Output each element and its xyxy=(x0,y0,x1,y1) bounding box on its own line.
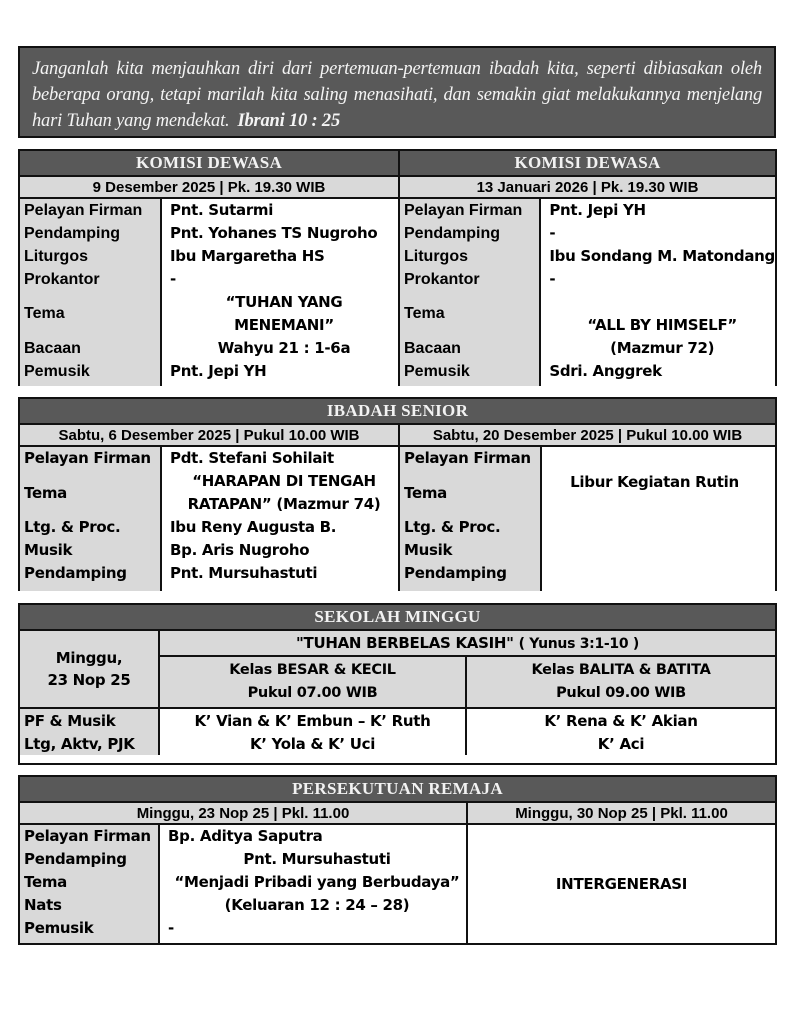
persekutuan-remaja-section xyxy=(18,775,777,945)
label: Pemusik xyxy=(24,363,90,380)
label: Pemusik xyxy=(404,363,470,380)
label: Musik xyxy=(24,541,73,559)
label: Tema xyxy=(24,484,67,502)
sm-theme-title: "TUHAN BERBELAS KASIH" xyxy=(296,634,514,652)
value-ltg-aktv-pjk: K’ Aci xyxy=(597,735,645,753)
class-name: Kelas BALITA & BATITA xyxy=(531,662,711,678)
komisi-dewasa-right xyxy=(398,151,775,386)
value-liturgos: Ibu Sondang M. Matondang xyxy=(549,247,775,265)
remaja-right xyxy=(466,801,775,943)
value-tema-line1: “TUHAN YANG xyxy=(225,293,343,311)
value-pelayan-firman: Pnt. Sutarmi xyxy=(170,201,274,219)
value-musik: Bp. Aris Nugroho xyxy=(170,541,310,559)
value-pendamping: Pnt. Mursuhastuti xyxy=(170,564,318,582)
class-balita-batita xyxy=(467,657,775,707)
value-pelayan-firman: Bp. Aditya Saputra xyxy=(168,827,323,845)
label: Pendamping xyxy=(24,850,127,868)
role-labels xyxy=(20,709,160,755)
value-pemusik: Pnt. Jepi YH xyxy=(170,362,267,380)
event-date: Minggu, 23 Nop 25 | Pkl. 11.00 xyxy=(20,801,466,823)
value-prokantor: - xyxy=(549,270,556,288)
class-name: Kelas BESAR & KECIL xyxy=(229,662,396,678)
label: Pelayan Firman xyxy=(24,449,151,467)
role-values xyxy=(542,447,775,591)
section-title: PERSEKUTUAN REMAJA xyxy=(20,777,775,801)
quote-reference: Ibrani 10 : 25 xyxy=(237,111,341,131)
section-title: KOMISI DEWASA xyxy=(400,151,775,175)
value-ltg-aktv-pjk: K’ Yola & K’ Uci xyxy=(249,735,376,753)
role-labels xyxy=(20,447,162,591)
role-labels xyxy=(20,825,160,943)
label: PF & Musik xyxy=(24,712,116,730)
sm-date xyxy=(20,631,160,707)
section-title: SEKOLAH MINGGU xyxy=(20,605,775,629)
label: Ltg, Aktv, PJK xyxy=(24,735,135,753)
label: Nats xyxy=(24,896,62,914)
sm-theme xyxy=(160,631,775,655)
label: Bacaan xyxy=(24,340,81,357)
value-pf-musik: K’ Vian & K’ Embun – K’ Ruth xyxy=(194,712,431,730)
label: Pendamping xyxy=(24,564,127,582)
label: Pelayan Firman xyxy=(24,827,151,845)
intergenerasi-note: INTERGENERASI xyxy=(468,823,775,943)
value-tema-line1: “HARAPAN DI TENGAH xyxy=(192,472,376,490)
value-ltg-proc: Ibu Reny Augusta B. xyxy=(170,518,337,536)
sm-date-line1: Minggu, xyxy=(55,649,123,667)
section-title: KOMISI DEWASA xyxy=(20,151,398,175)
label: Tema xyxy=(24,305,65,322)
value-pf-musik: K’ Rena & K’ Akian xyxy=(544,712,698,730)
value-pendamping: - xyxy=(549,224,556,242)
sm-theme-ref: ( Yunus 3:1-10 ) xyxy=(518,636,639,652)
value-bacaan: (Mazmur 72) xyxy=(610,339,715,357)
label: Tema xyxy=(24,873,67,891)
value-pendamping: Pnt. Yohanes TS Nugroho xyxy=(170,224,378,242)
ibadah-senior-section xyxy=(18,397,777,591)
label: Ltg. & Proc. xyxy=(404,518,501,536)
role-values xyxy=(162,199,398,386)
scripture-quote xyxy=(18,46,776,138)
label: Pendamping xyxy=(404,225,501,242)
libur-note: Libur Kegiatan Rutin xyxy=(570,473,739,491)
spacer xyxy=(549,291,775,314)
label: Pelayan Firman xyxy=(24,202,143,219)
sm-date-line2: 23 Nop 25 xyxy=(47,671,131,689)
value-pelayan-firman: Pdt. Stefani Sohilait xyxy=(170,449,334,467)
event-date: 9 Desember 2025 | Pk. 19.30 WIB xyxy=(20,175,398,197)
komisi-dewasa-left xyxy=(20,151,398,386)
label: Pendamping xyxy=(404,564,507,582)
class-time: Pukul 07.00 WIB xyxy=(247,685,378,701)
value-tema-line2: RATAPAN” (Mazmur 74) xyxy=(187,495,381,513)
value-liturgos: Ibu Margaretha HS xyxy=(170,247,325,265)
remaja-left xyxy=(20,801,466,943)
class-besar-kecil xyxy=(160,657,467,707)
event-date: 13 Januari 2026 | Pk. 19.30 WIB xyxy=(400,175,775,197)
role-values xyxy=(160,825,466,943)
value-nats: (Keluaran 12 : 24 – 28) xyxy=(224,896,410,914)
label: Tema xyxy=(404,305,445,322)
quote-text: Janganlah kita menjauhkan diri dari pertemuan-pertemuan ibadah kita, seperti dibiasakan oleh beberapa orang, tetapi marilah kita saling menasihati, dan semakin giat melakukannya menjelang hari Tuhan yang mendekat. xyxy=(32,59,762,131)
event-date: Minggu, 30 Nop 25 | Pkl. 11.00 xyxy=(468,801,775,823)
role-values xyxy=(541,199,775,386)
komisi-dewasa-section xyxy=(18,149,777,386)
role-labels xyxy=(400,447,542,591)
event-date: Sabtu, 6 Desember 2025 | Pukul 10.00 WIB xyxy=(20,423,398,445)
label: Pendamping xyxy=(24,225,121,242)
label: Ltg. & Proc. xyxy=(24,518,121,536)
value-tema-line2: MENEMANI” xyxy=(234,316,334,334)
value-prokantor: - xyxy=(170,270,176,288)
label: Tema xyxy=(404,484,447,502)
ibadah-senior-right xyxy=(398,423,775,591)
value-pendamping: Pnt. Mursuhastuti xyxy=(243,850,391,868)
event-date: Sabtu, 20 Desember 2025 | Pukul 10.00 WIB xyxy=(400,423,775,445)
value-tema: “Menjadi Pribadi yang Berbudaya” xyxy=(174,873,460,891)
label: Pelayan Firman xyxy=(404,449,531,467)
label: Pemusik xyxy=(24,919,94,937)
label: Prokantor xyxy=(404,271,480,288)
role-labels xyxy=(20,199,162,386)
value-bacaan: Wahyu 21 : 1-6a xyxy=(217,339,351,357)
value-pelayan-firman: Pnt. Jepi YH xyxy=(549,201,646,219)
label: Pelayan Firman xyxy=(404,202,523,219)
label: Prokantor xyxy=(24,271,100,288)
role-labels xyxy=(400,199,541,386)
value-tema: “ALL BY HIMSELF” xyxy=(587,316,737,334)
sekolah-minggu-section xyxy=(18,603,777,765)
label: Bacaan xyxy=(404,340,461,357)
label: Liturgos xyxy=(404,248,468,265)
label: Musik xyxy=(404,541,453,559)
class-time: Pukul 09.00 WIB xyxy=(556,685,686,701)
section-title: IBADAH SENIOR xyxy=(20,399,775,423)
role-values xyxy=(162,447,398,591)
label: Liturgos xyxy=(24,248,88,265)
value-pemusik: - xyxy=(168,919,174,937)
value-pemusik: Sdri. Anggrek xyxy=(549,362,662,380)
ibadah-senior-left xyxy=(20,423,398,591)
